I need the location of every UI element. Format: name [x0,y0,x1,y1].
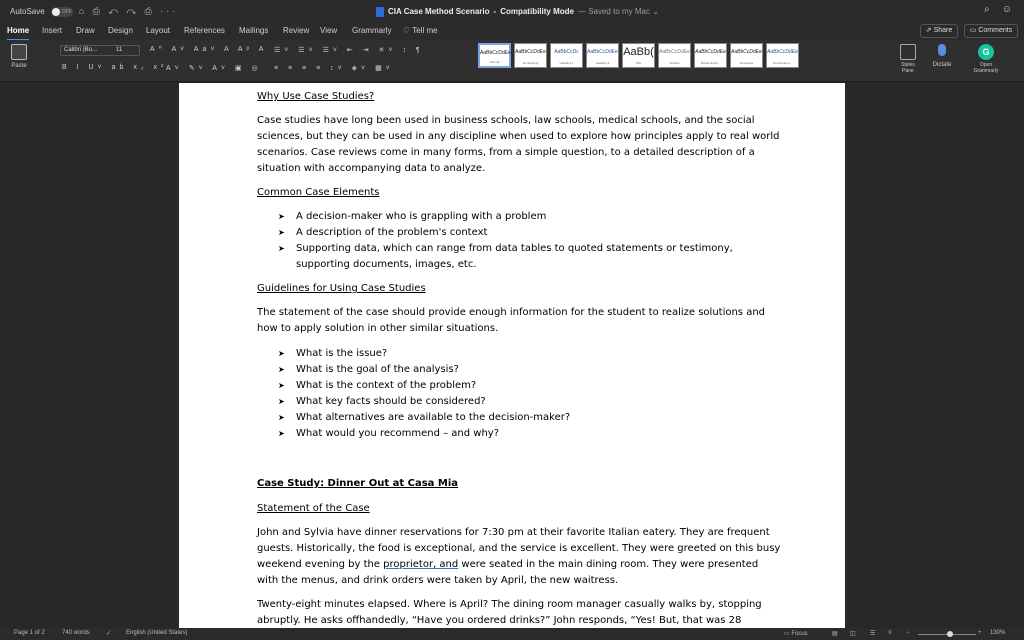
outline-view-icon[interactable]: ☰ [870,631,876,637]
tab-mailings[interactable]: Mailings [239,26,269,35]
style-name: Heading 1 [559,61,574,65]
styles-gallery [478,43,799,68]
window-title [376,6,659,16]
ribbon-tabs [0,22,1024,40]
list-item [278,426,570,442]
list-item-text: A description of the problem's context [296,227,488,238]
list-item-continuation [278,257,733,273]
word-count[interactable]: 740 words [62,630,90,636]
style-subtle-emphasis[interactable] [694,43,727,68]
style-preview: AaBbCcDdEe [587,49,618,55]
web-layout-icon[interactable]: ◫ [850,631,856,637]
status-bar [0,628,1024,640]
list-item [278,394,570,410]
autosave-state: OFF [61,8,72,15]
document-canvas[interactable] [0,83,1024,628]
grammarly-icon: G [978,44,994,60]
paragraph-line: how to apply solution in other similar situations. [257,323,499,334]
style-heading-2[interactable] [586,43,619,68]
zoom-out-icon[interactable]: − [906,630,910,636]
zoom-slider-handle[interactable] [947,631,953,637]
print-layout-icon[interactable]: ▤ [832,631,838,637]
list-item-text: Supporting data, which can range from data tables to quoted statements or testimony, [296,243,733,254]
language-indicator[interactable]: English (United States) [126,630,188,636]
paragraph-line: John and Sylvia have dinner reservations for 7:30 pm at their favorite Italian eatery. They are frequent [257,527,770,538]
style-preview: AaBbCcDdEe [767,49,798,55]
tab-review[interactable]: Review [283,26,310,35]
text-run: were seated in the main dining room. They were presented [458,559,759,570]
compatibility-mode: Compatibility Mode [500,6,574,16]
list-item [278,378,570,394]
common-elements-list [278,209,733,273]
style-preview: AaBb( [623,46,654,58]
autosave-label: AutoSave [10,7,45,16]
style-title[interactable] [622,43,655,68]
style-name: No Spacing [522,61,539,65]
clipboard-icon [11,44,27,60]
heading-common-case-elements: Common Case Elements [257,187,380,198]
list-item [278,410,570,426]
tab-view[interactable]: View [320,26,338,35]
paste-label: Paste [11,63,27,69]
styles-pane-label: Styles Pane [901,62,915,74]
quick-access-toolbar[interactable]: ⌂ ⎙ ↶ ↷ ⎙ ··· [78,6,179,16]
arrow-bullet-icon: ➤ [278,397,285,406]
share-button[interactable]: ⇗ Share [920,24,958,38]
tab-grammarly[interactable]: Grammarly [352,26,392,35]
account-icon[interactable]: ☺ [1001,4,1012,15]
list-item-text: What is the context of the problem? [296,380,477,391]
font-size-dropdown[interactable]: 11 [116,47,123,53]
dictate-button[interactable] [930,44,954,68]
style-preview: AaBbCcDdEe [731,49,762,55]
arrow-bullet-icon: ➤ [278,349,285,358]
style-name: Intense Emp... [772,61,793,65]
style-preview: AaBbCcDdEe [659,49,690,55]
focus-label: Focus [791,631,808,637]
paragraph-line: sciences, but they can be used in any discipline when used to explore how principles apply to real world [257,131,780,142]
heading-guidelines: Guidelines for Using Case Studies [257,283,426,294]
grammar-flagged-text[interactable]: proprietor, and [383,559,459,570]
style-name: Title [635,61,642,65]
arrow-bullet-icon: ➤ [278,228,285,237]
tab-draw[interactable]: Draw [76,26,95,35]
list-item-text: What is the goal of the analysis? [296,364,459,375]
font-color-buttons[interactable]: A˅ ✎˅ A˅ ▣ ◎ [166,65,262,72]
focus-button[interactable]: ▭ Focus [784,631,808,637]
font-name-dropdown[interactable]: Calibri (Bo... [60,45,140,56]
grammarly-label: Open Grammarly [973,62,999,74]
tell-me-search[interactable]: ♡ Tell me [403,26,438,35]
paragraph-line: scenarios. Case reviews come in many forms, from a simple question, to a detailed description of a [257,147,755,158]
zoom-in-icon[interactable]: + [978,630,982,636]
arrow-bullet-icon: ➤ [278,365,285,374]
paragraph-line: Twenty-eight minutes elapsed. Where is April? The dining room manager casually walks by, stopping [257,599,762,610]
style-preview: AaBbCcDdEe [695,49,726,55]
page-count[interactable]: Page 1 of 2 [14,630,45,636]
list-item [278,209,733,225]
tab-home[interactable]: Home [7,26,30,35]
style-subtitle[interactable] [658,43,691,68]
style-name: Heading 2 [595,61,610,65]
draft-view-icon[interactable]: ≡ [888,630,892,636]
tab-design[interactable]: Design [108,26,133,35]
autosave-toggle[interactable] [51,7,73,17]
dictate-label: Dictate [932,62,952,68]
open-grammarly-button[interactable] [968,44,1004,74]
document-title: CIA Case Method Scenario [388,6,490,16]
arrow-bullet-icon: ➤ [278,212,285,221]
paragraph-align-buttons[interactable]: ≡ ≡ ≡ ≡ ↕˅ ◈˅ ▦˅ [274,65,394,72]
tab-references[interactable]: References [184,26,225,35]
title-separator: - [493,6,497,16]
list-item [278,225,733,241]
paragraph-line: with the menus, and drink orders were taken by April, the new waitress. [257,575,619,586]
style-normal[interactable] [478,43,511,68]
heading-statement-of-case: Statement of the Case [257,503,370,514]
paragraph-line: abruptly. He asks offhandedly, “Have you ordered drinks?” John responds, “Yes! But, that was 28 [257,615,742,626]
paste-button[interactable] [8,44,30,69]
list-item [278,362,570,378]
zoom-level[interactable]: 130% [990,630,1006,636]
heading-why-use-case-studies: Why Use Case Studies? [257,91,375,102]
list-item-text: What is the issue? [296,348,388,359]
comments-button[interactable]: ▭ Comments [964,24,1018,38]
style-emphasis[interactable] [730,43,763,68]
style-no-spacing[interactable] [514,43,547,68]
styles-pane-icon [900,44,916,60]
text-run: weekend evening by the [257,559,384,570]
case-study-title: Case Study: Dinner Out at Casa Mia [257,478,459,489]
style-preview: AaBbCcDdEe [480,50,511,56]
list-item-text: A decision-maker who is grappling with a problem [296,211,547,222]
styles-pane-button[interactable] [898,44,918,74]
paragraph-line [257,557,758,573]
toggle-knob [52,8,60,16]
style-heading-1[interactable] [550,43,583,68]
style-preview: AaBbCcDdEe [515,49,546,55]
tab-layout[interactable]: Layout [146,26,171,35]
style-intense-emphasis[interactable] [766,43,799,68]
arrow-bullet-icon: ➤ [278,413,285,422]
list-item-text: What would you recommend – and why? [296,428,500,439]
style-name: Emphasis [739,61,754,65]
paragraph-line: guests. Historically, the food is exceptional, and the service is excellent. They were greeted on this busy [257,543,781,554]
paragraph-line: The statement of the case should provide enough information for the student to realize solutions and [257,307,766,318]
paragraph-line: Case studies have long been used in business schools, law schools, medical schools, and the social [257,115,755,126]
search-icon[interactable]: ⌕ [984,4,990,15]
guidelines-question-list [278,346,570,442]
home-ribbon [0,40,1024,82]
tab-insert[interactable]: Insert [42,26,63,35]
style-preview: AaBbCcDc [554,49,579,55]
word-doc-icon [376,7,384,17]
style-name: Subtitle [669,61,680,65]
share-label: Share [933,27,953,34]
paragraph-line: situation with accompanying data to analyze. [257,163,486,174]
list-item-text: What key facts should be considered? [296,396,486,407]
title-bar [0,0,1024,22]
font-size-tools[interactable]: A^ A˅ Aa˅ A Aᵖ A [150,46,268,53]
font-format-buttons[interactable]: B I U˅ ab x₂ x² [62,64,168,71]
arrow-bullet-icon: ➤ [278,429,285,438]
style-name: Subtle Emph... [700,61,721,65]
list-item-text: What alternatives are available to the decision-maker? [296,412,571,423]
comments-label: Comments [978,27,1013,34]
proofing-icon[interactable]: ✓ [106,631,112,637]
list-item-text: supporting documents, images, etc. [296,259,477,270]
list-item [278,241,733,257]
microphone-icon [938,44,946,56]
save-status[interactable]: — Saved to my Mac ⌄ [577,6,659,16]
arrow-bullet-icon: ➤ [278,244,285,253]
document-page[interactable] [179,83,845,628]
list-item [278,346,570,362]
paragraph-list-buttons[interactable]: ☰˅ ☰˅ ☰˅ ⇤ ⇥ ✕˅ ↕ ¶ [274,47,424,54]
style-name: Normal [489,60,500,64]
arrow-bullet-icon: ➤ [278,381,285,390]
